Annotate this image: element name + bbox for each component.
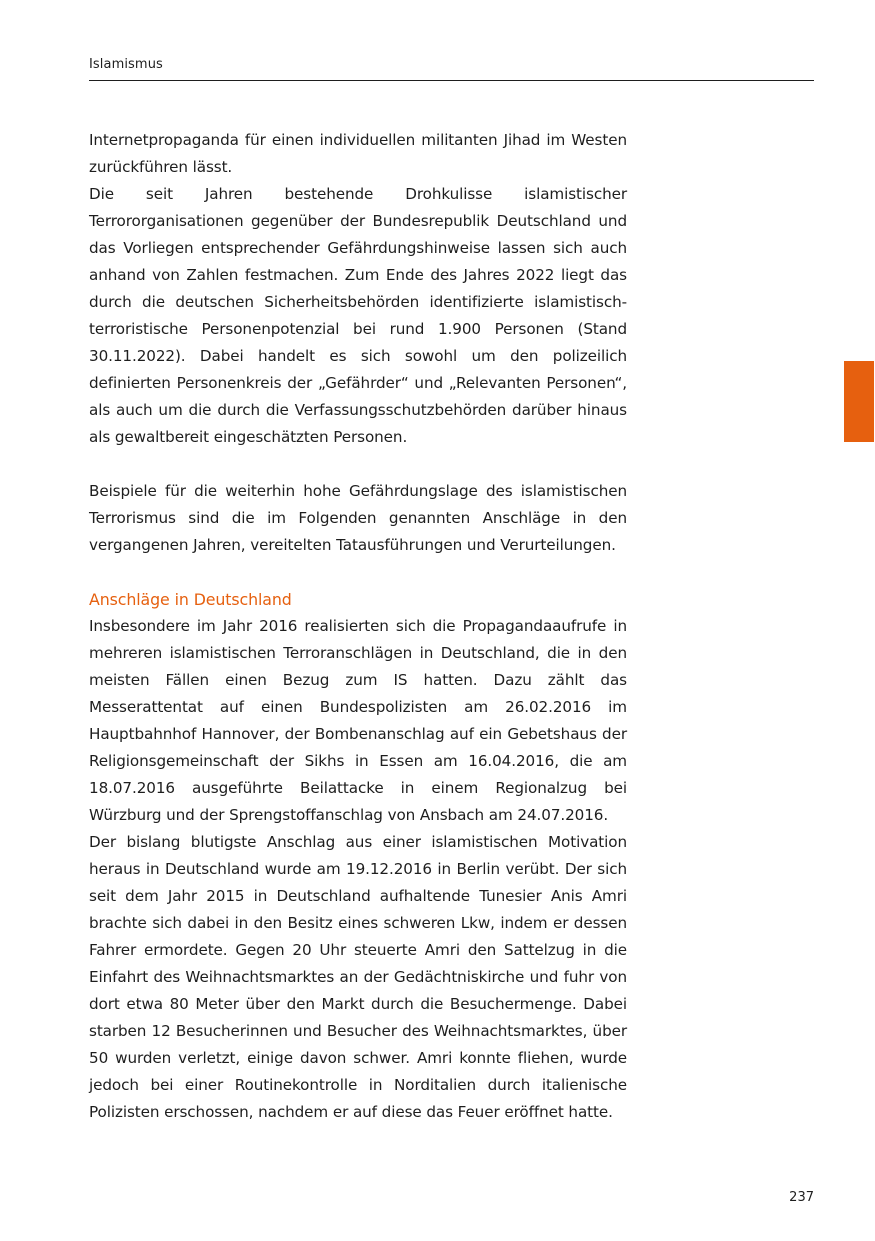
running-header-title: Islamismus xyxy=(89,57,163,72)
paragraph-3: Beispiele für die weiterhin hohe Gefährdungslage des islamistischen Terrorismus sind die im Folgenden genannten Anschläge in den vergangenen Jahren, vereitelten Tatausführungen und Verurteilungen. xyxy=(89,482,627,554)
paragraph-4: Insbesondere im Jahr 2016 realisierten sich die Propagandaaufrufe in mehreren islamistischen Terroranschlägen in Deutschland, die in den meisten Fällen einen Bezug zum IS hatten. Dazu zählt das Messerattentat auf einen Bundespolizisten am 26.02.2016 im Hauptbahnhof Hannover, der Bombenanschlag auf ein Gebetshaus der Religionsgemeinschaft der Sikhs in Essen am 16.04.2016, die am 18.07.2016 ausgeführte Beilattacke in einem Regionalzug bei Würzburg und der Sprengstoffanschlag von Ansbach am 24.07.2016. xyxy=(89,617,627,824)
chapter-tab-marker xyxy=(844,361,874,442)
section-heading: Anschläge in Deutschland xyxy=(89,590,292,609)
main-text xyxy=(89,127,627,1126)
paragraph-spacer xyxy=(89,559,627,586)
page-number: 237 xyxy=(789,1190,814,1205)
paragraph-2: Die seit Jahren bestehende Drohkulisse islamistischer Terrororganisationen gegenüber der Bundesrepublik Deutschland und das Vorliegen entsprechender Gefährdungshinweise lassen sich auch anhand von Zahlen festmachen. Zum Ende des Jahres 2022 liegt das durch die deutschen Sicherheitsbehörden identifizierte islamistisch-terroristische Personenpotenzial bei rund 1.900 Personen (Stand 30.11.2022). Dabei handelt es sich sowohl um den polizeilich definierten Personenkreis der „Gefährder“ und „Relevanten Personen“, als auch um die durch die Verfassungsschutzbehörden darüber hinaus als gewaltbereit eingeschätzten Personen. xyxy=(89,185,627,446)
paragraph-5: Der bislang blutigste Anschlag aus einer islamistischen Motivation heraus in Deutschland wurde am 19.12.2016 in Berlin verübt. Der sich seit dem Jahr 2015 in Deutschland aufhaltende Tunesier Anis Amri brachte sich dabei in den Besitz eines schweren Lkw, indem er dessen Fahrer ermordete. Gegen 20 Uhr steuerte Amri den Sattelzug in die Einfahrt des Weihnachtsmarktes an der Gedächtniskirche und fuhr von dort etwa 80 Meter über den Markt durch die Besuchermenge. Dabei starben 12 Besucherinnen und Besucher des Weihnachtsmarktes, über 50 wurden verletzt, einige davon schwer. Amri konnte fliehen, wurde jedoch bei einer Routinekontrolle in Norditalien durch italienische Polizisten erschossen, nachdem er auf diese das Feuer eröffnet hatte. xyxy=(89,833,627,1121)
paragraph-spacer xyxy=(89,451,627,478)
paragraph-1: Internetpropaganda für einen individuellen militanten Jihad im Westen zurückführen lässt. xyxy=(89,131,627,176)
page-header xyxy=(89,56,814,81)
